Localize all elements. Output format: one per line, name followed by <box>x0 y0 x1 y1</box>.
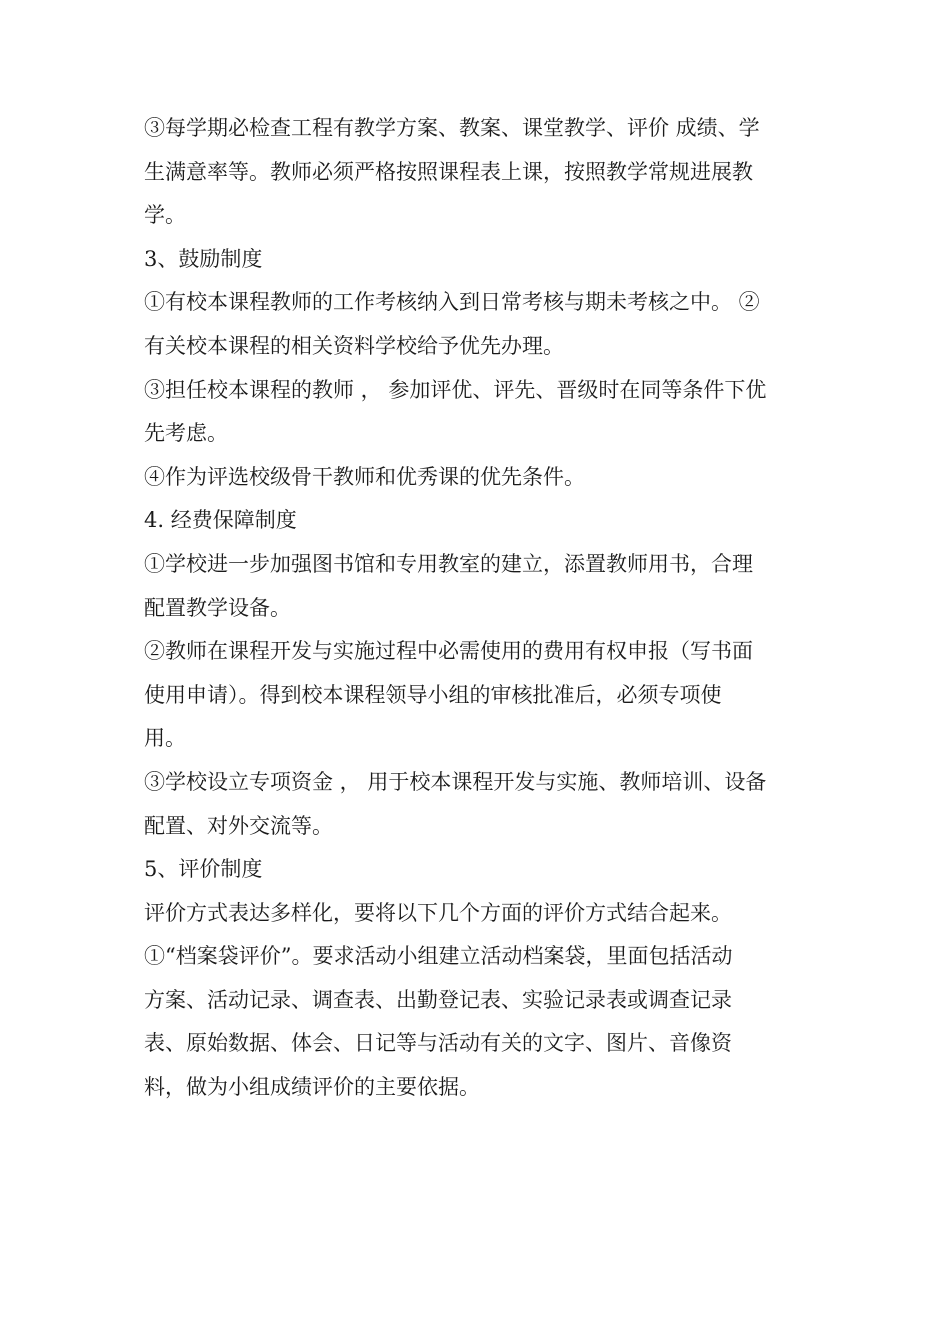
text-line: ③每学期必检查工程有教学方案、教案、课堂教学、评价 成绩、学 <box>144 116 760 140</box>
text-line: 评价方式表达多样化，要将以下几个方面的评价方式结合起来。 <box>144 900 732 925</box>
text-line: 料，做为小组成绩评价的主要依据。 <box>144 1075 480 1100</box>
section-heading: 5、评价制度 <box>144 857 263 882</box>
text-line: ①有校本课程教师的工作考核纳入到日常考核与期未考核之中。 ② <box>144 290 760 315</box>
document-body <box>144 107 814 1110</box>
text-line: 用。 <box>144 726 186 751</box>
text-line: 表、原始数据、体会、日记等与活动有关的文字、图片、音像资 <box>144 1031 732 1056</box>
text-line: ④作为评选校级骨干教师和优秀课的优先条件。 <box>144 464 585 489</box>
text-line: ②教师在课程开发与实施过程中必需使用的费用有权申报（写书面 <box>144 639 753 664</box>
text-line: ③学校设立专项资金 ， 用于校本课程开发与实施、教师培训、设备 <box>144 769 767 794</box>
text-line: 有关校本课程的相关资料学校给予优先办理。 <box>144 333 564 358</box>
text-line: 配置、对外交流等。 <box>144 813 333 838</box>
text-line: 先考虑。 <box>144 421 228 446</box>
text-line: ①学校进一步加强图书馆和专用教室的建立，添置教师用书，合理 <box>144 551 753 576</box>
section-heading: 4. 经费保障制度 <box>144 508 297 533</box>
section-heading: 3、鼓励制度 <box>144 246 263 271</box>
text-line: ①“档案袋评价”。要求活动小组建立活动档案袋，里面包括活动 <box>144 944 733 969</box>
text-line: 学。 <box>144 203 186 228</box>
text-line: 生满意率等。教师必须严格按照课程表上课，按照教学常规进展教 <box>144 159 753 184</box>
text-line: 使用申请）。得到校本课程领导小组的审核批准后，必须专项使 <box>144 682 722 707</box>
text-line: 方案、活动记录、调查表、出勤登记表、实验记录表或调查记录 <box>144 987 732 1012</box>
text-line: 配置教学设备。 <box>144 595 291 620</box>
text-line: ③担任校本课程的教师 ， 参加评优、评先、晋级时在同等条件下优 <box>144 377 767 402</box>
